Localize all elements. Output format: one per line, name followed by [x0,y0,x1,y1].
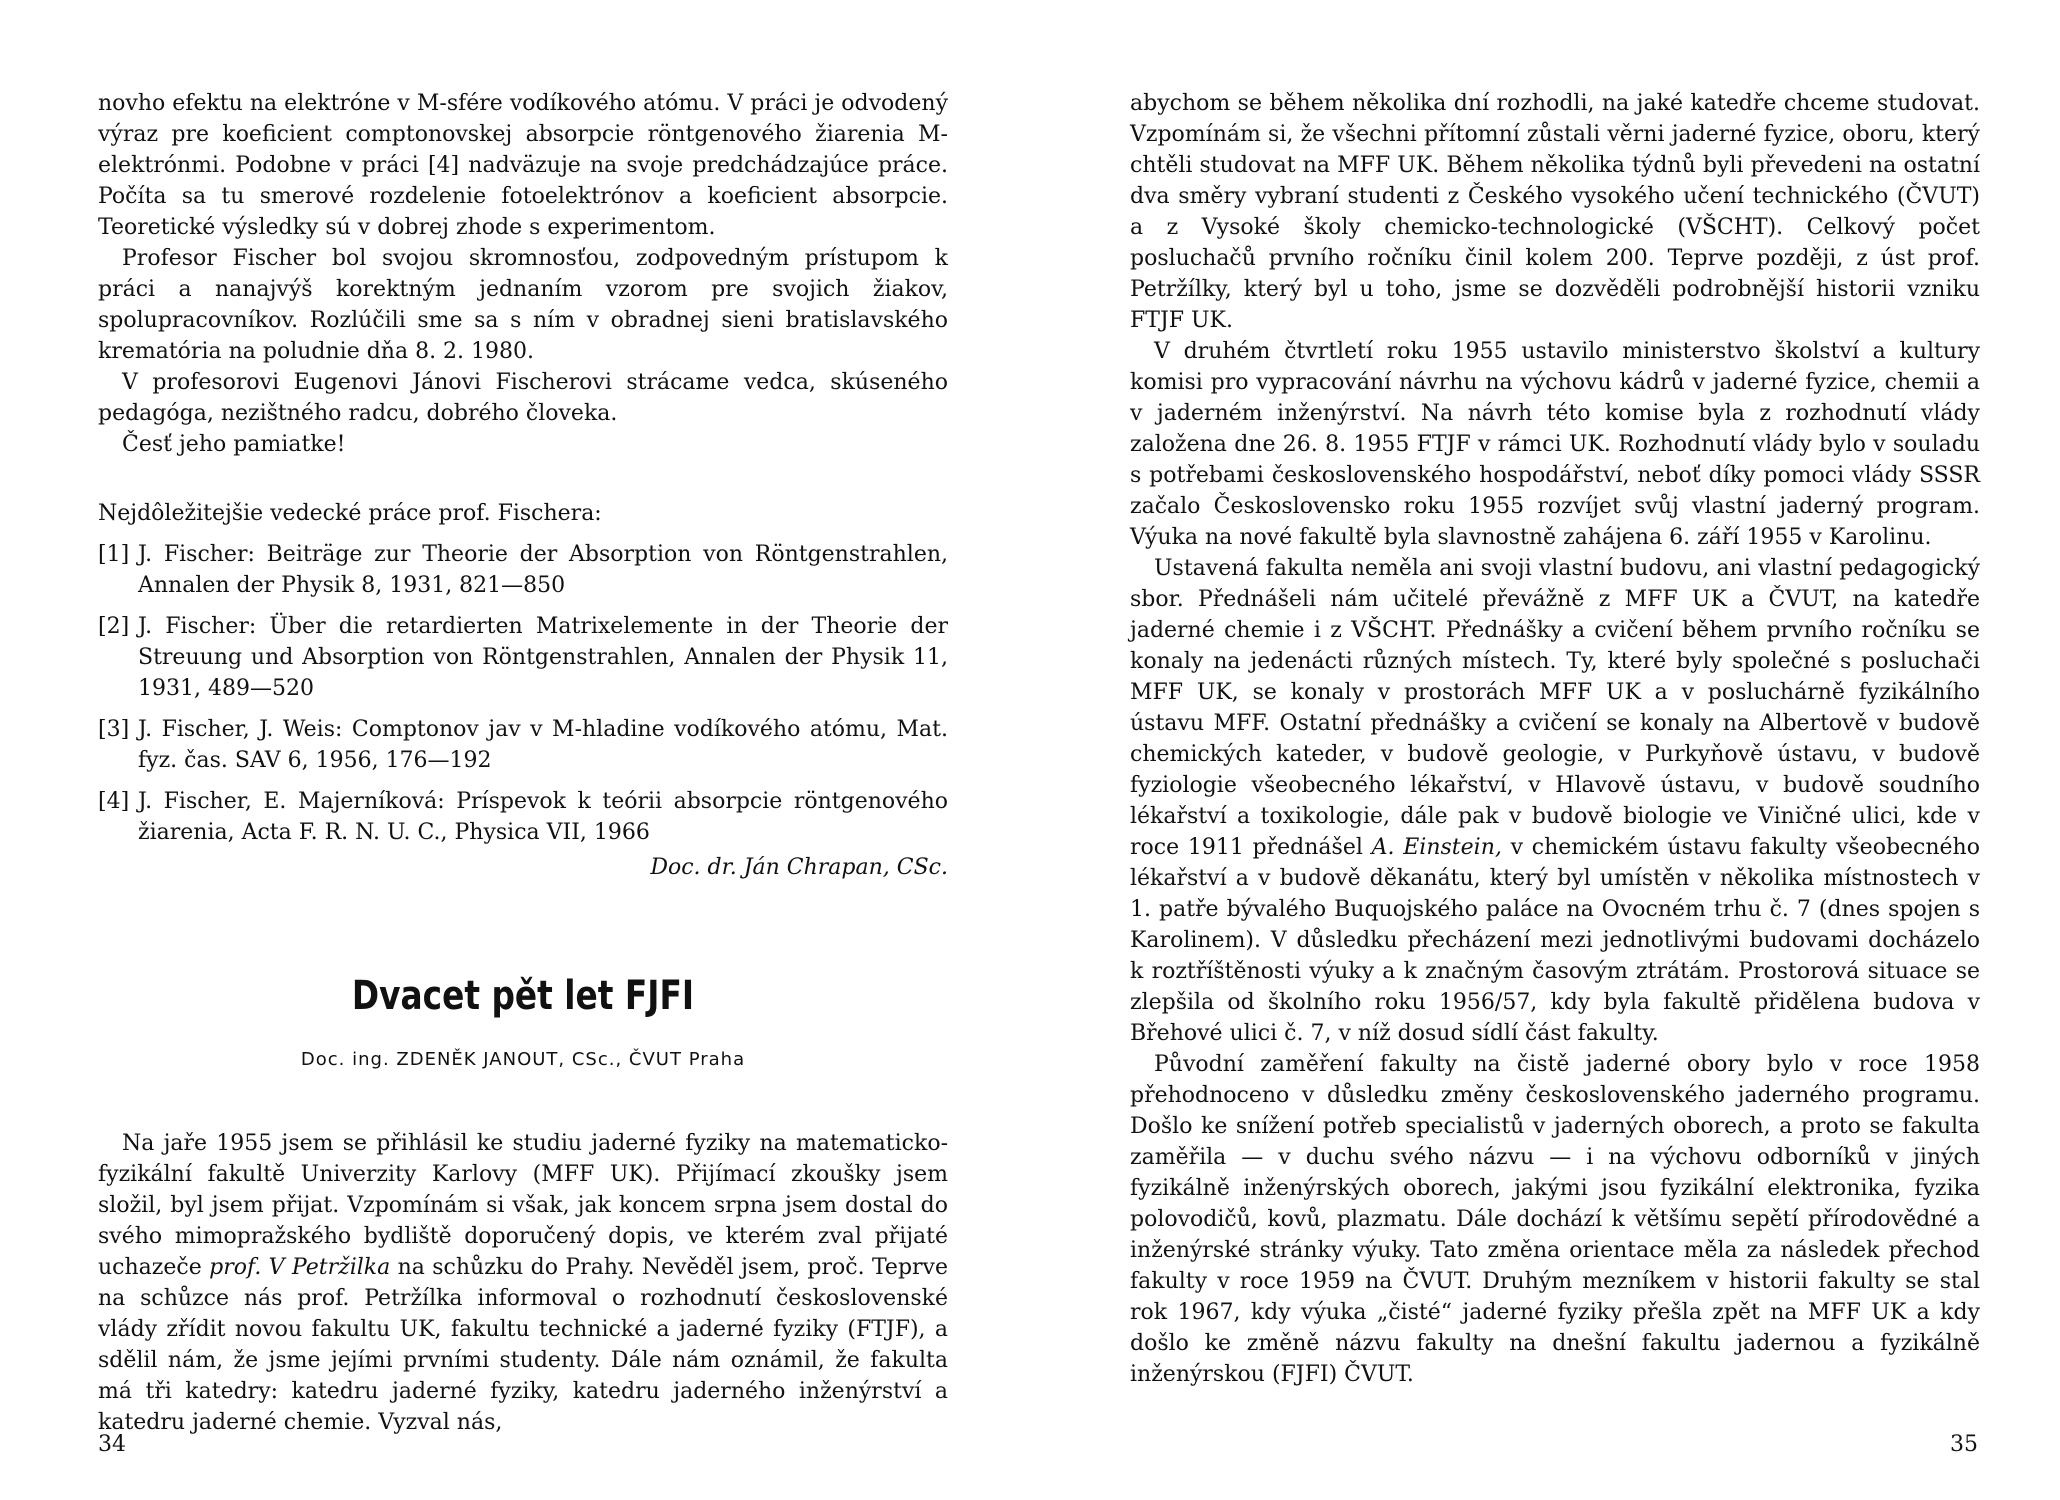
obituary-paragraph-2: Profesor Fischer bol svojou skromnosťou, zodpovedným prístupom k práci a nanajvýš korektným jednaním vzorom pre svojich žiakov, spolupracovníkov. Rozlúčili sme sa s ním v obradnej sieni bratislavského krematória na poludnie dňa 8. 2. 1980. [98,246,948,364]
article-paragraph-3: V druhém čtvrtletí roku 1955 ustavilo ministerstvo školství a kultury komisi pro vypracování návrhu na výchovu kádrů v jaderné fyzice, chemii a v jaderném inženýrství. Na návrh této komise byla z rozhodnutí vlády založena dne 26. 8. 1955 FTJF v rámci UK. Rozhodnutí vlády bylo v souladu s potřebami československého hospodářství, neboť díky pomoci vlády SSSR začalo Československo roku 1955 rozvíjet svůj vlastní jaderný program. Výuka na nové fakultě byla slavnostně zahájena 6. září 1955 v Karolinu. [1130,339,1980,550]
spacer [98,460,948,498]
reference-item [98,786,948,848]
page-number-right: 35 [1950,1432,1978,1457]
article-paragraph-2: abychom se během několika dní rozhodli, na jaké katedře chceme studovat. Vzpomínám si, že všechni přítomní zůstali věrni jaderné fyzice, oboru, který chtěli studovat na MFF UK. Během několika týdnů byli převedeni na ostatní dva směry vybraní studenti z Českého vysokého učení technického (ČVUT) a z Vysoké školy chemicko-technologické (VŠCHT). Celkový počet posluchačů prvního ročníku činil kolem 200. Teprve později, z úst prof. Petržílky, který byl u toho, jsme se dozvěděli podrobnější historii vzniku FTJF UK. [1130,91,1980,333]
article-text: v chemickém ústavu fakulty všeobecného lékařství a v budově děkanátu, který byl umístěn v několika místnostech v 1. patře bývalého Buquojského paláce na Ovocném trhu č. 7 (dnes spojen s Karolinem). V důsledku přecházení mezi jednotlivými budovami docházelo k roztříštěnosti výuky a k značným časovým ztrátám. Prostorová situace se zlepšila od školního roku 1956/57, kdy byla fakultě přidělena budova v Břehové ulici č. 7, v níž dosud sídlí část fakulty. [1130,835,1980,1046]
reference-number: [4] [98,789,130,814]
article-author: Doc. ing. ZDENĚK JANOUT, CSc., ČVUT Praha [300,1049,746,1070]
reference-item [98,611,948,704]
article-text: Ustavená fakulta neměla ani svoji vlastní budovu, ani vlastní pedagogický sbor. Přednášeli nám učitelé převážně z MFF UK a ČVUT, na katedře jaderné chemie i z VŠCHT. Přednášky a cvičení během prvního ročníku se konaly na jedenácti různých místech. Ty, které byly společné s posluchači MFF UK, se konaly v prostorách MFF UK a v posluchárně fyzikálního ústavu MFF. Ostatní přednášky a cvičení se konaly na Albertově v budově chemických kateder, v budově geologie, v Purkyňově ústavu, v budově fyziologie všeobecného lékařství, v Hlavově ústavu, v budově soudního lékařství a toxikologie, dále pak v budově biologie ve Viničné ulici, kde v roce 1911 přednášel [1130,556,1980,860]
article-title: Dvacet pět let FJFI [351,973,695,1019]
page-number-left: 34 [98,1432,126,1457]
reference-number: [2] [98,614,130,639]
reference-text: J. Fischer: Über die retardierten Matrixelemente in der Theorie der Streuung und Absorption von Röntgenstrahlen, Annalen der Physik 11, 1931, 489—520 [138,614,948,701]
right-page [1130,88,1980,1390]
article-paragraph-5: Původní zaměření fakulty na čistě jaderné obory bylo v roce 1958 přehodnoceno v důsledku změny československého jaderného programu. Došlo ke snížení potřeb specialistů v jaderných oborech, a proto se fakulta zaměřila — v duchu svého názvu — i na výchovu odborníků v jiných fyzikálně inženýrských oborech, jakými jsou fyzikální elektronika, fyzika polovodičů, kovů, plazmatu. Dále dochází k většímu sepětí přírodovědné a inženýrské stránky výuky. Tato změna orientace měla za následek přechod fakulty v roce 1959 na ČVUT. Druhým mezníkem v historii fakulty se stal rok 1967, kdy výuka „čisté“ jaderné fyziky přešla zpět na MFF UK a kdy došlo ke změně názvu fakulty na dnešní fakultu jadernou a fyzikálně inženýrskou (FJFI) ČVUT. [1130,1052,1980,1387]
reference-text: J. Fischer, E. Majerníková: Príspevok k teórii absorpcie röntgenového žiarenia, Acta F. R. N. U. C., Physica VII, 1966 [138,789,948,845]
reference-item [98,539,948,601]
article-text: Na jaře 1955 jsem se přihlásil ke studiu jaderné fyziky na matematicko-fyzikální fakultě Univerzity Karlovy (MFF UK). Přijímací zkoušky jsem složil, byl jsem přijat. Vzpomínám si však, jak koncem srpna jsem dostal do svého mimopražského bydliště doporučený dopis, ve kterém zval přijaté uchazeče [98,1131,948,1280]
article-paragraph-4 [1130,553,1980,1049]
reference-number: [3] [98,717,130,742]
article-text: na schůzku do Prahy. Nevěděl jsem, proč. Teprve na schůzce nás prof. Petržílka informoval o rozhodnutí československé vlády zřídit novou fakultu UK, fakultu technické a jaderné fyziky (FTJF), a sdělil nám, že jsme jejími prvními studenty. Dále nám oznámil, že fakulta má tři katedry: katedru jaderné fyziky, katedru jaderného inženýrství a katedru jaderné chemie. Vyzval nás, [98,1255,948,1435]
left-page [98,88,948,1438]
article-paragraph-1 [98,1128,948,1438]
article-italic-name: prof. V Petržilka [209,1255,391,1280]
reference-text: J. Fischer: Beiträge zur Theorie der Absorption von Röntgenstrahlen, Annalen der Physik 8, 1931, 821—850 [138,542,948,598]
reference-number: [1] [98,542,130,567]
obituary-signature: Doc. dr. Ján Chrapan, CSc. [650,855,948,880]
references-intro: Nejdôležitejšie vedecké práce prof. Fischera: [98,501,602,526]
obituary-paragraph-4: Česť jeho pamiatke! [122,432,346,457]
article-italic-name: A. Einstein, [1371,835,1502,860]
obituary-paragraph-3: V profesorovi Eugenovi Jánovi Fischerovi strácame vedca, skúseného pedagóga, nezištného radcu, dobrého človeka. [98,370,948,426]
reference-item [98,714,948,776]
reference-text: J. Fischer, J. Weis: Comptonov jav v M-hladine vodíkového atómu, Mat. fyz. čas. SAV 6, 1956, 176—192 [138,717,948,773]
obituary-paragraph-1: novho efektu na elektróne v M-sfére vodíkového atómu. V práci je odvodený výraz pre koeficient comptonovskej absorpcie röntgenového žiarenia M-elektrónmi. Podobne v práci [4] nadväzuje na svoje predchádzajúce práce. Počíta sa tu smerové rozdelenie fotoelektrónov a koeficient absorpcie. Teoretické výsledky sú v dobrej zhode s experimentom. [98,91,948,240]
